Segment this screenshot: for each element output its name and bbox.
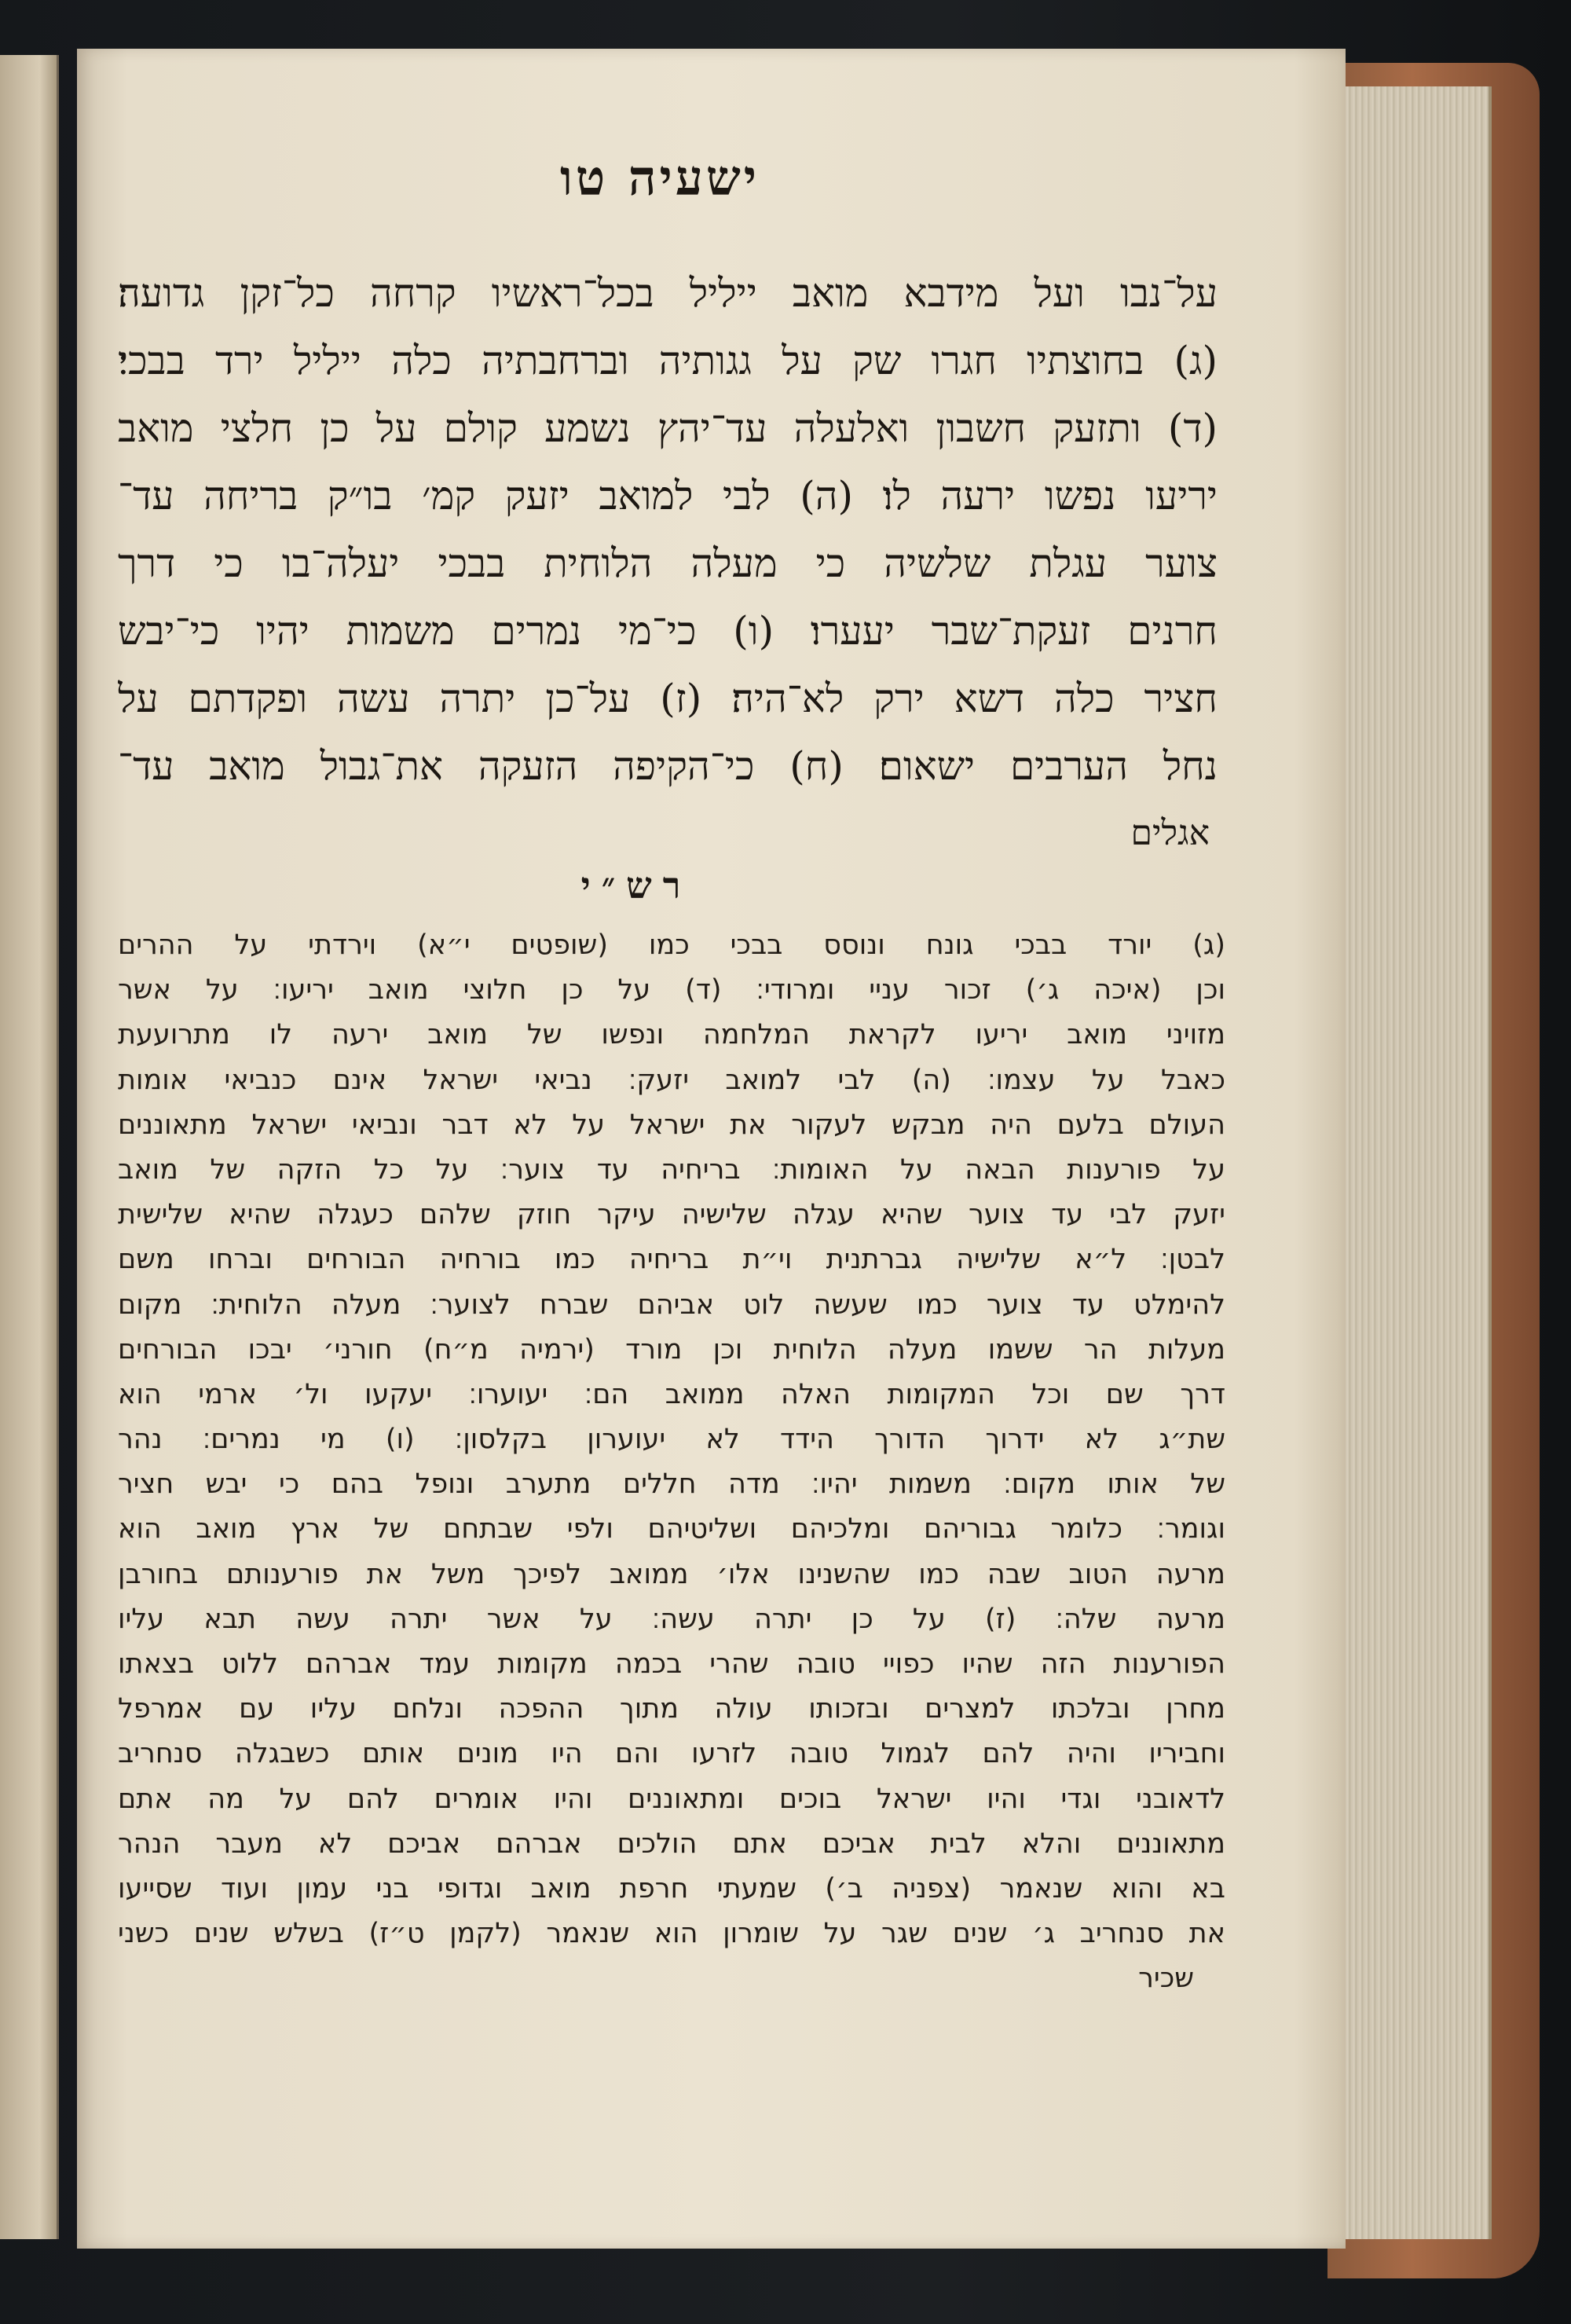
commentary-line: (ג) יורד בבכי גונח ונוסס בבכי כמו (שופטים י״א) וירדתי על ההרים	[118, 929, 1225, 961]
commentary-line: בא והוא שנאמר (צפניה ב׳) שמעתי חרפת מואב וגדופי בני עמון ועוד שסייעו	[118, 1872, 1225, 1904]
commentary-line: מזויני מואב יריעו לקראת המלחמה ונפשו של מואב ירעה לו מתרועעת	[118, 1019, 1225, 1051]
commentary-line: כאבל על עצמו׃ (ה) לבי למואב יזעק׃ נביאי ישראל אינם כנביאי אומות	[118, 1064, 1225, 1096]
verse-line: יריעו נפשו ירעה לו׃ (ה) לבי למואב יזעק קמ׳ בו״ק בריחה עד־	[118, 473, 1218, 519]
running-head: ישעיה טו	[559, 149, 760, 207]
verse-line: (ג) בחוצתיו חגרו שק על גגותיה וברחבתיה כלה ייליל ירד בבכי׃	[118, 338, 1218, 383]
page-stack-edges	[1339, 86, 1492, 2239]
commentary-line: את סנחריב ג׳ שנים שגר על שומרון הוא שנאמר (לקמן ט״ז) בשלש שנים כשני	[118, 1918, 1225, 1950]
verse-text	[118, 259, 1218, 867]
commentary-catchword: שכיר	[1138, 1963, 1194, 1995]
verse-line: (ד) ותזעק חשבון ואלעלה עד־יהץ נשמע קולם על כן חלצי מואב	[118, 405, 1218, 451]
commentary-line: מתאוננים והלא לבית אביכם אתם הולכים אברהם אביכם לא מעבר הנהר	[118, 1827, 1225, 1860]
verse-line: על־נבו ועל מידבא מואב ייליל בכל־ראשיו קרחה כל־זקן גדועה׃	[118, 270, 1218, 316]
commentary-line: וגומר׃ כלומר גבוריהם ומלכיהם ושליטיהם ולפי שבתחם של ארץ מואב הוא	[118, 1513, 1225, 1545]
commentary-text	[118, 923, 1225, 2002]
commentary-line: מרעה הטוב שבה כמו שהשנינו אלו׳ ממואב לפיכך משל את פורענותם בחורבן	[118, 1558, 1225, 1590]
verse-catchword: אגלים	[1130, 813, 1210, 853]
verse-line: נחל הערבים ישאום׃ (ח) כי־הקיפה הזעקה את־גבול מואב עד־	[118, 743, 1218, 789]
commentary-line: מחרן ובלכתו למצרים ובזכותו עולה מתוך ההפכה ונלחם עליו עם אמרפל	[118, 1693, 1225, 1725]
verse-line: צוער עגלת שלשיה כי מעלה הלוחית בבכי יעלה־בו כי דרך	[118, 541, 1218, 586]
commentary-line: דרך שם וכל המקומות האלה ממואב הם׃ יעוערו׃ יעקעו ול׳ ארמי הוא	[118, 1378, 1225, 1410]
commentary-line: יזעק לבי עד צוער שהיא עגלה שלישיה עיקר חוזק שלהם כעגלה שהיא שלישית	[118, 1199, 1225, 1231]
commentary-line: וחביריו והיה להם לגמול טובה לזרעו והם היו מונים אותם כשבגלה סנחריב	[118, 1738, 1225, 1770]
commentary-line: מעלות הר ששמו מעלה הלוחית וכן מורד (ירמיה מ״ח) חורני׳ יבכו הבורחים	[118, 1333, 1225, 1365]
commentary-line: לדאובני וגדי והיו ישראל בוכים ומתאוננים והיו אומרים להם על מה אתם	[118, 1783, 1225, 1815]
commentary-line: מרעה שלה׃ (ז) על כן יתרה עשה׃ על אשר יתרה עשה תבא עליו	[118, 1603, 1225, 1635]
commentary-line: שת״ג לא ידרוך הדורך הידד לא יעוערון בקלסון׃ (ו) מי נמרים׃ נהר	[118, 1424, 1225, 1456]
commentary-line: להימלט עד צוער כמו שעשה לוט אביהם שברח לצוער׃ מעלה הלוחית׃ מקום	[118, 1288, 1225, 1321]
commentary-line: לבטן׃ ל״א שלישיה גברתנית וי״ת בריחיה כמו בורחיה הבורחים וברחו משם	[118, 1244, 1225, 1276]
commentary-line: על פורענות הבאה על האומות׃ בריחיה עד צוער׃ על כל הזקה של מואב	[118, 1153, 1225, 1186]
verse-line: חרנים זעקת־שבר יעערו׃ (ו) כי־מי נמרים משמות יהיו כי־יבש	[118, 608, 1218, 654]
commentary-heading: רש״י	[580, 864, 692, 907]
commentary-line: העולם בלעם היה מבקש לעקור את ישראל על לא דבר ונביאי ישראל מתאוננים	[118, 1109, 1225, 1141]
commentary-line: של אותו מקום׃ משמות יהיו׃ מדה חללים מתערב ונופל בהם כי יבש חציר	[118, 1468, 1225, 1501]
verse-line: חציר כלה דשא ירק לא־היה׃ (ז) על־כן יתרה עשה ופקדתם על	[118, 676, 1218, 721]
commentary-line: וכן (איכה ג׳) זכור עניי ומרודי׃ (ד) על כן חלוצי מואב יריעו׃ על אשר	[118, 974, 1225, 1006]
previous-page-edge	[0, 55, 59, 2239]
commentary-line: הפורענות הזה שהיו כפויי טובה שהרי בכמה מקומות עמד אברהם ללוט בצאתו	[118, 1648, 1225, 1680]
